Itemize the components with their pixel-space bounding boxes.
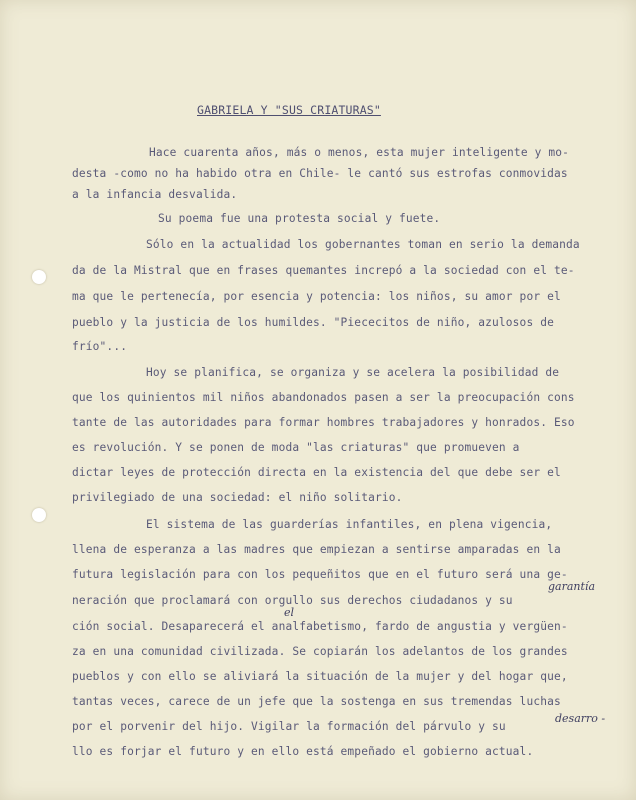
text-line: por el porvenir del hijo. Vigilar la formación del párvulo y su	[72, 720, 506, 733]
text-line: que los quinientos mil niños abandonados pasen a ser la preocupación cons	[72, 391, 575, 404]
text-line: da de la Mistral que en frases quemantes increpó a la sociedad con el te-	[72, 264, 575, 277]
punch-hole	[32, 508, 46, 522]
text-line: privilegiado de una sociedad: el niño solitario.	[72, 491, 403, 504]
text-line: ción social. Desaparecerá el analfabetismo, fardo de angustia y vergüen-	[72, 620, 568, 633]
text-line: futura legislación para con los pequeñitos que en el futuro será una ge-	[72, 568, 568, 581]
text-line: frío"...	[72, 340, 128, 353]
text-line: desta -como no ha habido otra en Chile- le cantó sus estrofas conmovidas	[72, 167, 568, 180]
text-line: ma que le pertenecía, por esencia y potencia: los niños, su amor por el	[72, 290, 561, 303]
text-line: es revolución. Y se ponen de moda "las criaturas" que promueven a	[72, 441, 520, 454]
handwritten-annotation: garantía	[548, 580, 595, 593]
text-line: Su poema fue una protesta social y fuete.	[158, 212, 441, 225]
text-line: Sólo en la actualidad los gobernantes toman en serio la demanda	[146, 238, 580, 251]
text-line: El sistema de las guarderías infantiles, en plena vigencia,	[146, 518, 553, 531]
text-line: neración que proclamará con orgullo sus derechos ciudadanos y su	[72, 594, 513, 607]
text-line: pueblos y con ello se aliviará la situación de la mujer y del hogar que,	[72, 670, 568, 683]
text-line: tantas veces, carece de un jefe que la sostenga en sus tremendas luchas	[72, 695, 561, 708]
text-line: Hoy se planifica, se organiza y se acelera la posibilidad de	[146, 366, 560, 379]
punch-hole	[32, 270, 46, 284]
text-line: za en una comunidad civilizada. Se copiarán los adelantos de los grandes	[72, 645, 568, 658]
document-title: GABRIELA Y "SUS CRIATURAS"	[197, 103, 381, 117]
text-line: pueblo y la justicia de los humildes. "Piececitos de niño, azulosos de	[72, 316, 554, 329]
handwritten-annotation: desarro -	[555, 712, 606, 725]
text-line: Hace cuarenta años, más o menos, esta mujer inteligente y mo-	[149, 146, 570, 159]
text-line: llena de esperanza a las madres que empiezan a sentirse amparadas en la	[72, 543, 561, 556]
text-line: a la infancia desvalida.	[72, 188, 238, 201]
text-line: llo es forjar el futuro y en ello está empeñado el gobierno actual.	[72, 745, 534, 758]
handwritten-annotation: el	[284, 606, 295, 619]
text-line: tante de las autoridades para formar hombres trabajadores y honrados. Eso	[72, 416, 575, 429]
text-line: dictar leyes de protección directa en la existencia del que debe ser el	[72, 466, 561, 479]
